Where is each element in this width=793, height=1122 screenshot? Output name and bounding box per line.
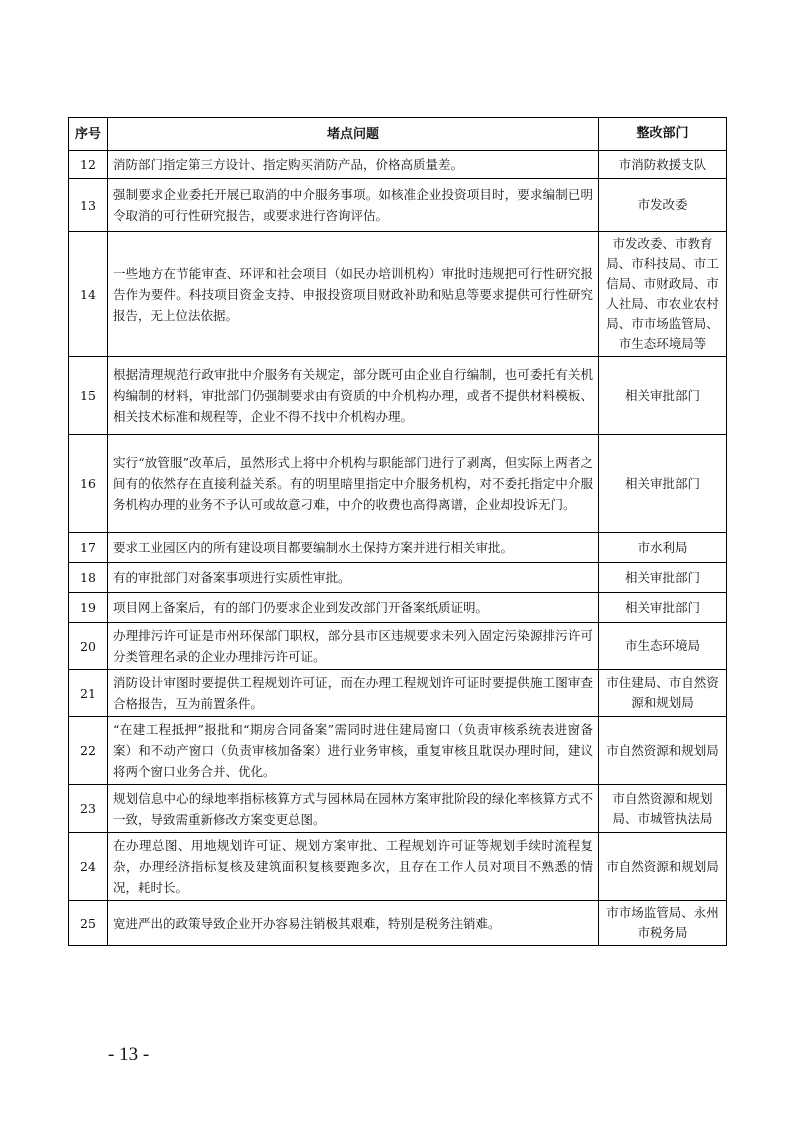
table-row [69, 785, 727, 833]
row-number: 13 [69, 179, 108, 232]
issue-text: 消防部门指定第三方设计、指定购买消防产品，价格高质量差。 [108, 151, 599, 179]
issue-text: “在建工程抵押”报批和“期房合同备案”需同时进住建局窗口（负责审核系统表进窗备案）和不动产窗口（负责审核加备案）进行业务审核，重复审核且耽误办理时间，建议将两个窗口业务合并、优化。 [108, 717, 599, 785]
issue-text: 一些地方在节能审查、环评和社会项目（如民办培训机构）审批时违规把可行性研究报告作为要件。科技项目资金支持、申报投资项目财政补助和贴息等要求提供可行性研究报告，无上位法依据。 [108, 232, 599, 357]
issue-text: 要求工业园区内的所有建设项目都要编制水土保持方案并进行相关审批。 [108, 533, 599, 563]
row-number: 20 [69, 623, 108, 670]
table-row [69, 563, 727, 593]
table-body [69, 151, 727, 946]
dept-text: 相关审批部门 [599, 563, 727, 593]
table-row [69, 717, 727, 785]
table-row [69, 232, 727, 357]
issues-table [68, 117, 727, 946]
issue-text: 强制要求企业委托开展已取消的中介服务事项。如核准企业投资项目时，要求编制已明令取消的可行性研究报告，或要求进行咨询评估。 [108, 179, 599, 232]
row-number: 24 [69, 833, 108, 901]
row-number: 25 [69, 901, 108, 946]
dept-text: 市自然资源和规划局、市城管执法局 [599, 785, 727, 833]
row-number: 14 [69, 232, 108, 357]
dept-text: 市自然资源和规划局 [599, 717, 727, 785]
issue-text: 办理排污许可证是市州环保部门职权，部分县市区违规要求未列入固定污染源排污许可分类管理名录的企业办理排污许可证。 [108, 623, 599, 670]
issue-text: 在办理总图、用地规划许可证、规划方案审批、工程规划许可证等规划手续时流程复杂，办理经济指标复核及建筑面积复核要跑多次，且存在工作人员对项目不熟悉的情况，耗时长。 [108, 833, 599, 901]
table-header-row [69, 118, 727, 151]
table-row [69, 435, 727, 533]
issue-text: 根据清理规范行政审批中介服务有关规定，部分既可由企业自行编制，也可委托有关机构编制的材料，审批部门仍强制要求由有资质的中介机构办理，或者不提供材料模板、相关技术标准和规程等，企业不得不找中介机构办理。 [108, 357, 599, 435]
issue-text: 有的审批部门对备案事项进行实质性审批。 [108, 563, 599, 593]
dept-text: 市发改委、市教育局、市科技局、市工信局、市财政局、市人社局、市农业农村局、市市场监管局、市生态环境局等 [599, 232, 727, 357]
dept-text: 相关审批部门 [599, 435, 727, 533]
row-number: 21 [69, 670, 108, 717]
dept-text: 市市场监管局、永州市税务局 [599, 901, 727, 946]
dept-text: 相关审批部门 [599, 593, 727, 623]
row-number: 12 [69, 151, 108, 179]
header-no: 序号 [69, 118, 108, 151]
dept-text: 市消防救援支队 [599, 151, 727, 179]
table-row [69, 357, 727, 435]
row-number: 17 [69, 533, 108, 563]
table-row [69, 901, 727, 946]
dept-text: 市生态环境局 [599, 623, 727, 670]
dept-text: 相关审批部门 [599, 357, 727, 435]
dept-text: 市发改委 [599, 179, 727, 232]
table-row [69, 670, 727, 717]
row-number: 15 [69, 357, 108, 435]
issue-text: 规划信息中心的绿地率指标核算方式与园林局在园林方案审批阶段的绿化率核算方式不一致，导致需重新修改方案变更总图。 [108, 785, 599, 833]
table-row [69, 533, 727, 563]
header-dept: 整改部门 [599, 118, 727, 151]
row-number: 18 [69, 563, 108, 593]
table-row [69, 151, 727, 179]
table-row [69, 623, 727, 670]
table-row [69, 833, 727, 901]
issue-text: 宽进严出的政策导致企业开办容易注销极其艰难，特别是税务注销难。 [108, 901, 599, 946]
dept-text: 市住建局、市自然资源和规划局 [599, 670, 727, 717]
issue-text: 消防设计审图时要提供工程规划许可证，而在办理工程规划许可证时要提供施工图审查合格报告，互为前置条件。 [108, 670, 599, 717]
dept-text: 市自然资源和规划局 [599, 833, 727, 901]
table-row [69, 179, 727, 232]
page-number: - 13 - [108, 1044, 150, 1065]
row-number: 19 [69, 593, 108, 623]
header-issue: 堵点问题 [108, 118, 599, 151]
row-number: 16 [69, 435, 108, 533]
table-row [69, 593, 727, 623]
issue-text: 实行“放管服”改革后，虽然形式上将中介机构与职能部门进行了剥离，但实际上两者之间有的依然存在直接利益关系。有的明里暗里指定中介服务机构，对不委托指定中介服务机构办理的业务不予认可或故意刁难，中介的收费也高得离谱，企业却投诉无门。 [108, 435, 599, 533]
issue-text: 项目网上备案后，有的部门仍要求企业到发改部门开备案纸质证明。 [108, 593, 599, 623]
row-number: 22 [69, 717, 108, 785]
row-number: 23 [69, 785, 108, 833]
dept-text: 市水利局 [599, 533, 727, 563]
